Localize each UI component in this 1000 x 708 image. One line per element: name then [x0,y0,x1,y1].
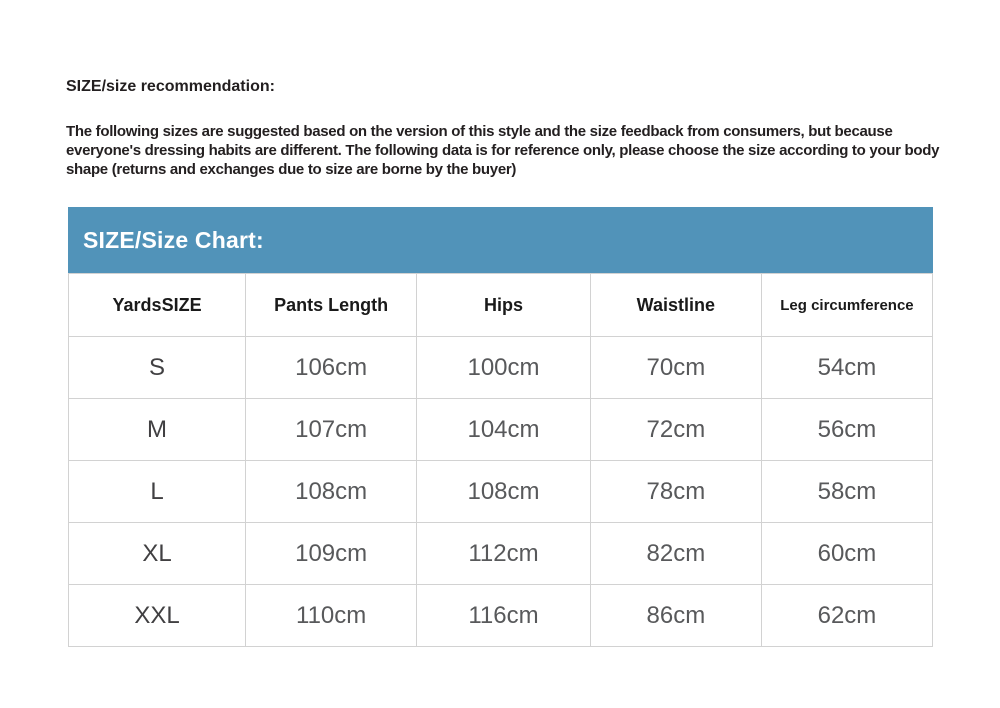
hips-value: 116cm [417,585,591,647]
column-header-waistline: Waistline [590,274,761,337]
waistline-value: 86cm [590,585,761,647]
size-label: XXL [69,585,246,647]
table-row-xxl [69,585,933,647]
pants-length-value: 108cm [246,461,417,523]
hips-value: 108cm [417,461,591,523]
pants-length-value: 109cm [246,523,417,585]
column-header-pants-length: Pants Length [246,274,417,337]
pants-length-value: 106cm [246,337,417,399]
pants-length-value: 110cm [246,585,417,647]
size-label: XL [69,523,246,585]
leg-circumference-value: 58cm [761,461,932,523]
table-row-l [69,461,933,523]
size-chart-title-bar [68,207,933,273]
pants-length-value: 107cm [246,399,417,461]
hips-value: 112cm [417,523,591,585]
leg-circumference-value: 56cm [761,399,932,461]
leg-circumference-value: 62cm [761,585,932,647]
waistline-value: 82cm [590,523,761,585]
recommendation-paragraph: The following sizes are suggested based on the version of this style and the size feedback from consumers, but because everyone's dressing habits are different. The following data is for reference only, please choose the size according to your body shape (returns and exchanges due to size are borne by the buyer) [66,123,940,178]
size-label: S [69,337,246,399]
table-row-s [69,337,933,399]
recommendation-section [0,0,1000,179]
leg-circumference-value: 54cm [761,337,932,399]
column-header-hips: Hips [417,274,591,337]
table-header-row [69,274,933,337]
column-header-leg-circumference: Leg circumference [761,274,932,337]
waistline-value: 72cm [590,399,761,461]
table-row-xl [69,523,933,585]
leg-circumference-value: 60cm [761,523,932,585]
waistline-value: 70cm [590,337,761,399]
size-chart-table [68,273,933,647]
hips-value: 104cm [417,399,591,461]
column-header-size: YardsSIZE [69,274,246,337]
size-label: M [69,399,246,461]
table-row-m [69,399,933,461]
hips-value: 100cm [417,337,591,399]
size-label: L [69,461,246,523]
size-chart-title: SIZE/Size Chart: [83,226,264,253]
waistline-value: 78cm [590,461,761,523]
recommendation-heading: SIZE/size recommendation: [66,78,275,95]
